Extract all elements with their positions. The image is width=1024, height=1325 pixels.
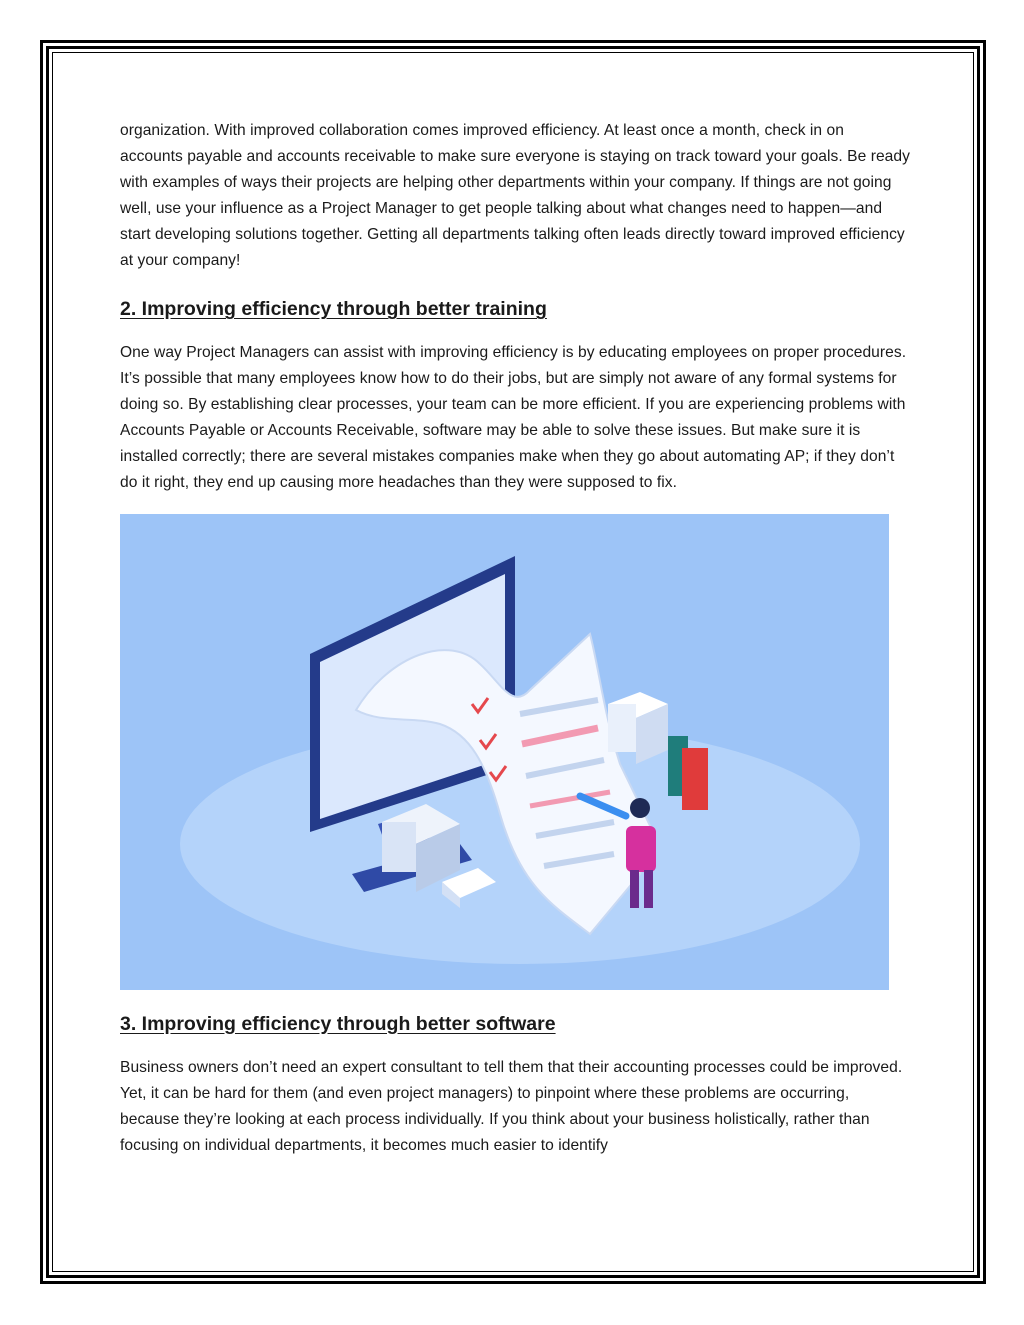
document-content (120, 118, 910, 1159)
accounting-automation-illustration (120, 514, 889, 990)
software-paragraph: Business owners don’t need an expert consultant to tell them that their accounting processes could be improved. Yet, it can be hard for them (and even project managers) to pinpoint where these problems are occurring, because they’re looking at each process individually. If you think about your business holistically, rather than focusing on individual departments, it becomes much easier to identify (120, 1058, 903, 1154)
section-heading-training: 2. Improving efficiency through better training (120, 298, 547, 321)
intro-paragraph: organization. With improved collaboration comes improved efficiency. At least once a month, check in on accounts payable and accounts receivable to make sure everyone is staying on track toward your goals. Be ready with examples of ways their projects are helping other departments within your company. If things are not going well, use your influence as a Project Manager to get people talking about what changes need to happen—and start developing solutions together. Getting all departments talking often leads directly toward improved efficiency at your company! (120, 122, 910, 269)
section-heading-software: 3. Improving efficiency through better software (120, 1012, 556, 1035)
training-paragraph: One way Project Managers can assist with improving efficiency is by educating employees on proper procedures. It’s possible that many employees know how to do their jobs, but are simply not aware of any formal systems for doing so. By establishing clear processes, your team can be more efficient. If you are experiencing problems with Accounts Payable or Accounts Receivable, software may be able to solve these issues. But make sure it is installed correctly; there are several mistakes companies make when they go about automating AP; if they don’t do it right, they end up causing more headaches than they were supposed to fix. (120, 344, 907, 491)
